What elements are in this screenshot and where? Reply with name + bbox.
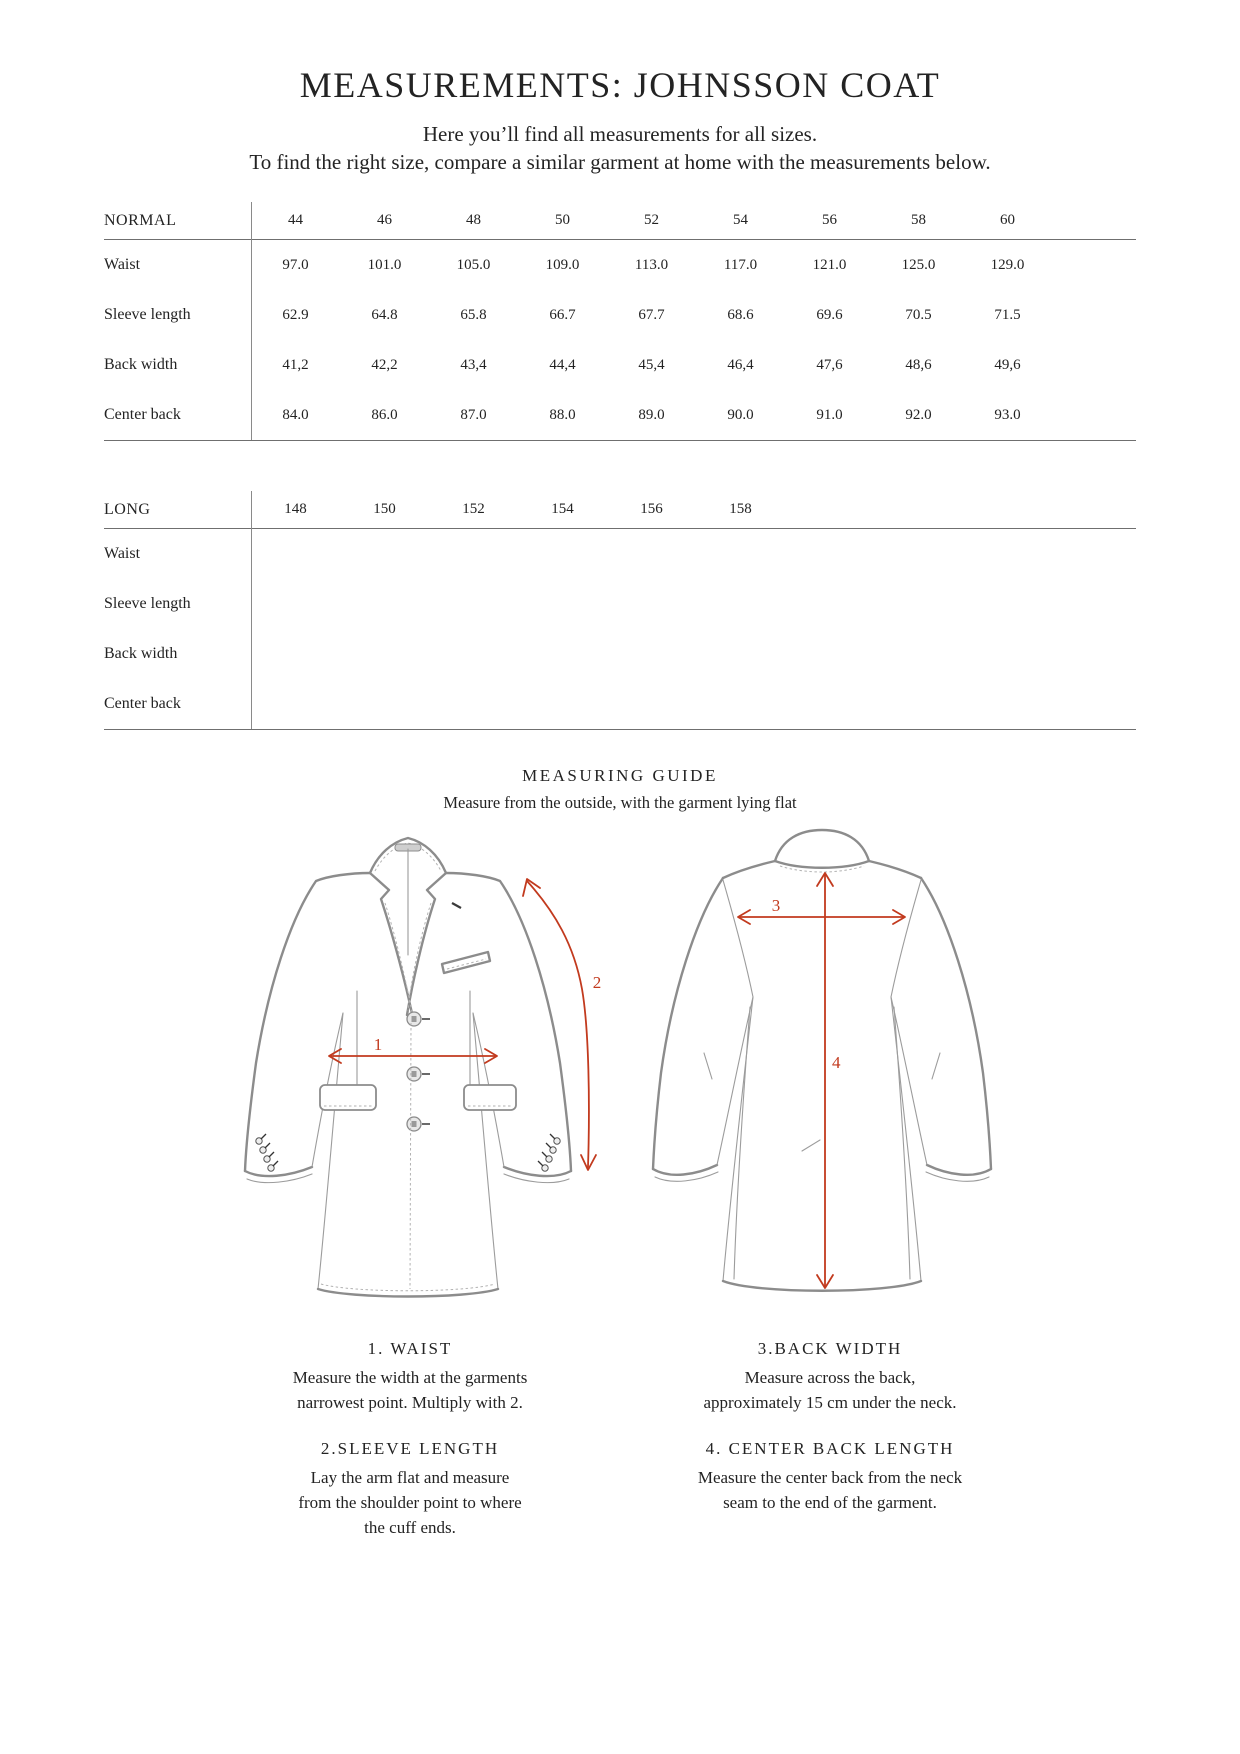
caption-line: Measure across the back, [744,1368,916,1387]
value-cell: 64.8 [371,306,398,323]
measuring-guide-subtitle: Measure from the outside, with the garment lying flat [443,793,797,812]
caption-line: seam to the end of the garment. [723,1493,937,1512]
size-tables [104,202,1136,730]
size-header-cell: 60 [1000,212,1015,228]
size-header-cell: 150 [373,501,396,517]
size-table-rows [104,529,1136,729]
size-header-cell: 50 [555,212,570,228]
value-cell: 46,4 [727,356,754,373]
value-cell: 43,4 [460,356,487,373]
measuring-guide-diagrams [200,823,1040,1313]
cuff-buttons [256,1134,560,1171]
value-cell: 97.0 [282,256,309,273]
value-cell: 89.0 [638,406,665,423]
value-cell: 48,6 [905,356,932,373]
value-cell: 47,6 [816,356,843,373]
caption-line: approximately 15 cm under the neck. [703,1393,957,1412]
breast-pocket [442,952,490,973]
measurement-row [104,579,1136,629]
waist-arrow [329,1035,497,1063]
size-header-cell: 156 [640,501,663,517]
value-cell: 71.5 [994,306,1021,323]
value-cell: 84.0 [282,406,309,423]
caption-line: narrowest point. Multiply with 2. [297,1393,523,1412]
measurement-row [104,290,1136,340]
measurement-row [104,340,1136,390]
coat-back-illustration [620,823,1040,1313]
value-cell: 91.0 [816,406,843,423]
size-header-cell: 54 [733,212,748,228]
row-label: Waist [104,545,141,562]
value-cell: 109.0 [545,256,580,273]
value-cell: 67.7 [638,306,665,323]
row-label: Sleeve length [104,306,191,323]
value-cell: 93.0 [994,406,1021,423]
measurement-row [104,529,1136,579]
size-table-header [104,491,1136,529]
captions-left [200,1339,620,1564]
value-cell: 101.0 [367,256,402,273]
sleeve-arrow [523,879,601,1170]
value-cell: 129.0 [990,256,1025,273]
row-label: Back width [104,645,178,662]
caption-heading: 4. CENTER BACK LENGTH [705,1439,955,1458]
value-cell: 88.0 [549,406,576,423]
value-cell: 44,4 [549,356,576,373]
sleeve-arrow-label: 2 [592,973,602,992]
caption-line: Measure the width at the garments [292,1368,528,1387]
value-cell: 90.0 [727,406,754,423]
row-label: Back width [104,356,178,373]
value-cell: 62.9 [282,306,309,323]
measurement-row [104,240,1136,290]
size-header-cell: 154 [551,501,574,517]
row-label: Waist [104,256,141,273]
size-table-name: NORMAL [104,211,177,229]
measure-caption [200,1339,620,1415]
size-table [104,202,1136,441]
caption-line: the cuff ends. [364,1518,456,1537]
value-cell: 121.0 [812,256,847,273]
size-header-cell: 148 [284,501,307,517]
row-label: Sleeve length [104,595,191,612]
size-table-header [104,202,1136,240]
coat-front-illustration [200,823,620,1313]
size-table-rows [104,240,1136,440]
caption-line: Measure the center back from the neck [697,1468,963,1487]
row-label: Center back [104,695,181,712]
value-cell: 66.7 [549,306,576,323]
captions-right [620,1339,1040,1564]
size-table-name: LONG [104,500,151,518]
caption-heading: 1. WAIST [367,1339,453,1358]
value-cell: 65.8 [460,306,487,323]
caption-heading: 3.BACK WIDTH [757,1339,903,1358]
value-cell: 125.0 [901,256,936,273]
value-cell: 92.0 [905,406,932,423]
measure-caption [620,1339,1040,1415]
caption-line: Lay the arm flat and measure [310,1468,510,1487]
value-cell: 68.6 [727,306,754,323]
size-header-cell: 44 [288,212,303,228]
measurement-row [104,629,1136,679]
value-cell: 41,2 [282,356,309,373]
value-cell: 45,4 [638,356,665,373]
value-cell: 86.0 [371,406,398,423]
size-header-cell: 48 [466,212,481,228]
size-header-cell: 56 [822,212,837,228]
size-header-cell: 52 [644,212,659,228]
value-cell: 70.5 [905,306,932,323]
page-title: MEASUREMENTS: JOHNSSON COAT [299,65,941,105]
center-back-arrow-label: 4 [832,1053,841,1072]
subtitle-line-2: To find the right size, compare a similar garment at home with the measurements below. [249,150,991,174]
measure-captions [200,1339,1040,1564]
caption-heading: 2.SLEEVE LENGTH [320,1439,500,1458]
value-cell: 69.6 [816,306,843,323]
size-header-cell: 152 [462,501,485,517]
pocket-flaps [320,1085,516,1110]
collar-back [775,830,869,872]
measurement-row [104,679,1136,729]
size-header-cell: 58 [911,212,926,228]
subtitle-line-1: Here you’ll find all measurements for all sizes. [422,122,818,146]
value-cell: 42,2 [371,356,398,373]
size-header-cell: 46 [377,212,392,228]
value-cell: 87.0 [460,406,487,423]
value-cell: 105.0 [456,256,491,273]
measuring-guide-title: MEASURING GUIDE [522,766,718,785]
measure-caption [200,1439,620,1540]
page-subtitle [0,120,1240,176]
measure-caption [620,1439,1040,1515]
value-cell: 117.0 [723,256,758,273]
measurement-row [104,390,1136,440]
center-back-arrow [817,873,841,1288]
row-label: Center back [104,406,181,423]
back-width-arrow-label: 3 [771,896,781,915]
caption-line: from the shoulder point to where [298,1493,522,1512]
value-cell: 49,6 [994,356,1021,373]
size-table [104,491,1136,730]
value-cell: 113.0 [634,256,669,273]
lapel-buttonhole [452,903,461,908]
waist-arrow-label: 1 [373,1035,383,1054]
size-header-cell: 158 [729,501,752,517]
back-width-arrow [738,896,905,924]
